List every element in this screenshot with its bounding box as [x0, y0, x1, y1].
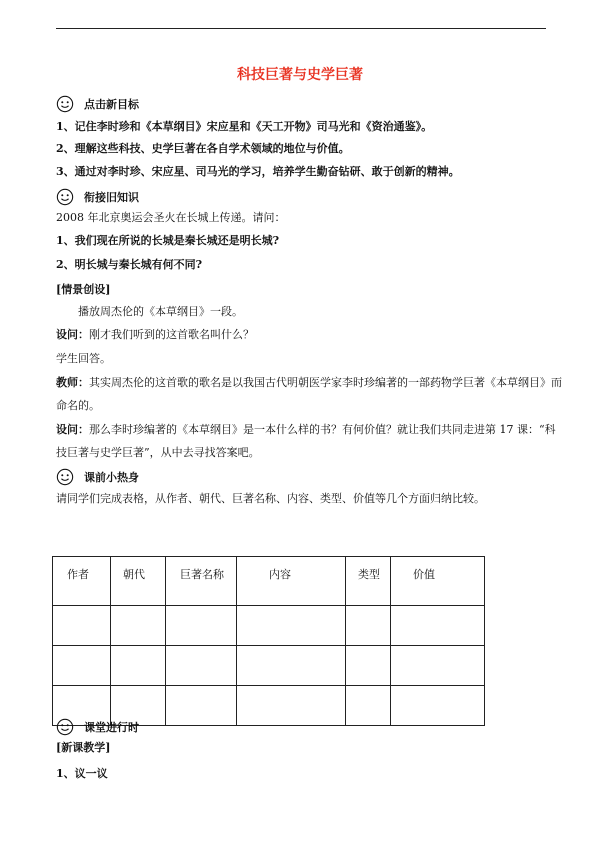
table-row [53, 606, 485, 646]
scenario-question-2 [56, 423, 556, 437]
table-cell[interactable] [346, 646, 391, 686]
table-cell[interactable] [391, 686, 485, 726]
smiley-icon [56, 95, 74, 113]
question-label: 设问： [56, 423, 89, 436]
section-title-review: 衔接旧知识 [84, 191, 139, 204]
table-cell[interactable] [166, 646, 237, 686]
table-header-author: 作者 [53, 557, 111, 606]
goal-item-1: 1、记住李时珍和《本草纲目》宋应星和《天工开物》司马光和《资治通鉴》。 [56, 120, 433, 133]
section-title-goals: 点击新目标 [84, 98, 139, 111]
review-question-2: 2、明长城与秦长城有何不同? [56, 258, 203, 271]
scenario-question-1 [56, 328, 254, 342]
scenario-play: 播放周杰伦的《本草纲目》一段。 [78, 305, 243, 318]
table-cell[interactable] [111, 606, 166, 646]
section-goals [56, 95, 139, 113]
warmup-instruction: 请同学们完成表格，从作者、朝代、巨著名称、内容、类型、价值等几个方面归纳比较。 [56, 492, 485, 505]
teacher-line-2: 命名的。 [56, 399, 100, 412]
table-cell[interactable] [53, 606, 111, 646]
section-in-class [56, 718, 139, 736]
table-header-value: 价值 [391, 557, 485, 606]
smiley-icon [56, 188, 74, 206]
table-header-type: 类型 [346, 557, 391, 606]
teacher-label: 教师： [56, 376, 89, 389]
header-rule [56, 28, 546, 29]
smiley-icon [56, 468, 74, 486]
table-header-dynasty: 朝代 [111, 557, 166, 606]
table-cell[interactable] [391, 606, 485, 646]
teacher-line-1 [56, 376, 562, 390]
scenario-answer: 学生回答。 [56, 352, 111, 365]
table-header-content: 内容 [237, 557, 346, 606]
table-cell[interactable] [111, 646, 166, 686]
table-cell[interactable] [166, 606, 237, 646]
section-warmup [56, 468, 139, 486]
table-header-row [53, 557, 485, 606]
question-text: 刚才我们听到的这首歌名叫什么？ [89, 328, 254, 341]
table-header-work: 巨著名称 [166, 557, 237, 606]
smiley-icon [56, 718, 74, 736]
table-cell[interactable] [166, 686, 237, 726]
goal-item-3: 3、通过对李时珍、宋应星、司马光的学习，培养学生勤奋钻研、敢于创新的精神。 [56, 165, 460, 178]
table-cell[interactable] [53, 646, 111, 686]
review-question-1: 1、我们现在所说的长城是秦长城还是明长城? [56, 234, 280, 247]
section-title-warmup: 课前小热身 [84, 471, 139, 484]
teacher-text: 其实周杰伦的这首歌的歌名是以我国古代明朝医学家李时珍编著的一部药物学巨著《本草纲目》而 [89, 376, 562, 389]
section-review [56, 188, 139, 206]
goal-item-2: 2、理解这些科技、史学巨著在各自学术领域的地位与价值。 [56, 142, 350, 155]
table-cell[interactable] [237, 646, 346, 686]
question-label: 设问： [56, 328, 89, 341]
table-cell[interactable] [237, 686, 346, 726]
question-text: 那么李时珍编著的《本草纲目》是一本什么样的书？有何价值？就让我们共同走进第 17 课：“科 [89, 423, 556, 436]
document-title: 科技巨著与史学巨著 [237, 67, 363, 83]
table-cell[interactable] [346, 686, 391, 726]
table-cell[interactable] [391, 646, 485, 686]
scenario-heading: [情景创设] [56, 283, 111, 296]
scenario-question-2-cont: 技巨著与史学巨著”，从中去寻找答案吧。 [56, 446, 260, 459]
table-cell[interactable] [237, 606, 346, 646]
section-title-in-class: 课堂进行时 [84, 721, 139, 734]
table-cell[interactable] [346, 606, 391, 646]
new-lesson-heading: [新课教学] [56, 741, 111, 754]
new-lesson-item-1: 1、议一议 [56, 767, 108, 780]
comparison-table [52, 556, 485, 726]
table-row [53, 646, 485, 686]
review-intro: 2008 年北京奥运会圣火在长城上传递。请问： [56, 211, 286, 224]
